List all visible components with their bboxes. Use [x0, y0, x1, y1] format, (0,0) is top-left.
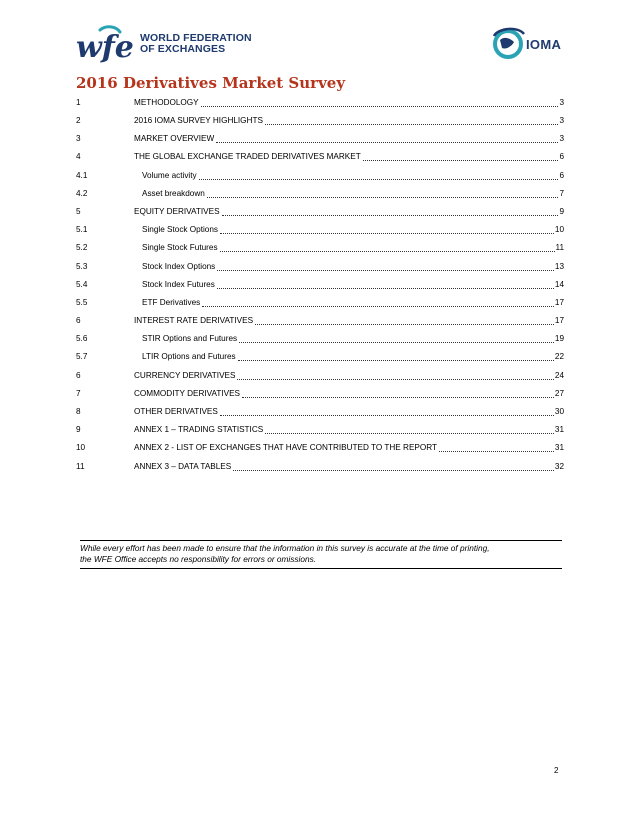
toc-title: COMMODITY DERIVATIVES — [134, 389, 240, 398]
toc-title: MARKET OVERVIEW — [134, 134, 215, 143]
toc-link[interactable] — [134, 441, 564, 455]
toc-link[interactable] — [142, 223, 564, 237]
toc-page-number: 7 — [559, 189, 564, 198]
toc-number: 8 — [76, 407, 81, 416]
toc-leader-dots — [220, 251, 555, 252]
toc-title: STIR Options and Futures — [142, 334, 238, 343]
toc-link[interactable] — [134, 387, 564, 401]
toc-entry[interactable] — [76, 223, 564, 237]
document-title: 2016 Derivatives Market Survey — [76, 74, 346, 92]
toc-entry[interactable] — [76, 405, 564, 419]
toc-page-number: 6 — [559, 171, 564, 180]
toc-entry[interactable] — [76, 460, 564, 474]
toc-link[interactable] — [142, 187, 564, 201]
toc-title: Single Stock Futures — [142, 243, 218, 252]
toc-entry[interactable] — [76, 350, 564, 364]
toc-page-number: 3 — [559, 134, 564, 143]
toc-leader-dots — [220, 415, 554, 416]
toc-number: 2 — [76, 116, 81, 125]
toc-page-number: 10 — [554, 225, 564, 234]
toc-number: 5.4 — [76, 280, 88, 289]
toc-entry[interactable] — [76, 150, 564, 164]
toc-title: ANNEX 2 - LIST OF EXCHANGES THAT HAVE CONTRIBUTED TO THE REPORT — [134, 443, 437, 452]
toc-leader-dots — [220, 233, 554, 234]
toc-leader-dots — [242, 397, 554, 398]
toc-page-number: 13 — [554, 262, 564, 271]
toc-entry[interactable] — [76, 205, 564, 219]
toc-page-number: 31 — [554, 443, 564, 452]
toc-number: 6 — [76, 316, 81, 325]
wfe-logo — [74, 24, 252, 64]
toc-leader-dots — [207, 197, 559, 198]
toc-page-number: 30 — [554, 407, 564, 416]
toc-page-number: 17 — [554, 316, 564, 325]
toc-page-number: 3 — [559, 116, 564, 125]
toc-title: Stock Index Options — [142, 262, 216, 271]
toc-page-number: 19 — [554, 334, 564, 343]
toc-number: 10 — [76, 443, 86, 452]
toc-link[interactable] — [134, 114, 564, 128]
toc-number: 5.5 — [76, 298, 88, 307]
toc-link[interactable] — [134, 405, 564, 419]
toc-title: ANNEX 3 – DATA TABLES — [134, 462, 232, 471]
toc-link[interactable] — [142, 296, 564, 310]
toc-title: EQUITY DERIVATIVES — [134, 207, 220, 216]
ioma-logo — [488, 24, 561, 64]
toc-page-number: 24 — [554, 371, 564, 380]
toc-leader-dots — [199, 179, 559, 180]
toc-entry[interactable] — [76, 441, 564, 455]
toc-leader-dots — [239, 342, 554, 343]
toc-title: Single Stock Options — [142, 225, 219, 234]
disclaimer: While every effort has been made to ensure that the information in this survey is accurate at the time of printing, the WFE Office accepts no responsibility for errors or omissions. — [80, 540, 562, 569]
toc-leader-dots — [238, 360, 554, 361]
toc-entry[interactable] — [76, 169, 564, 183]
toc-link[interactable] — [142, 241, 564, 255]
toc-entry[interactable] — [76, 96, 564, 110]
toc-title: LTIR Options and Futures — [142, 352, 236, 361]
toc-page-number: 22 — [554, 352, 564, 361]
toc-page-number: 17 — [554, 298, 564, 307]
toc-title: Stock Index Futures — [142, 280, 215, 289]
toc-leader-dots — [201, 106, 559, 107]
toc-page-number: 32 — [554, 462, 564, 471]
ioma-globe-icon — [488, 26, 530, 62]
toc-number: 5.6 — [76, 334, 88, 343]
toc-leader-dots — [222, 215, 559, 216]
toc-leader-dots — [237, 379, 553, 380]
toc-link[interactable] — [134, 132, 564, 146]
wfe-logo-icon — [74, 24, 136, 64]
toc-entry[interactable] — [76, 114, 564, 128]
toc-entry[interactable] — [76, 314, 564, 328]
toc-page-number: 14 — [554, 280, 564, 289]
toc-entry[interactable] — [76, 332, 564, 346]
toc-link[interactable] — [142, 169, 564, 183]
toc-entry[interactable] — [76, 278, 564, 292]
page-number: 2 — [554, 766, 559, 775]
toc-leader-dots — [217, 270, 554, 271]
toc-title: THE GLOBAL EXCHANGE TRADED DERIVATIVES MARKET — [134, 152, 361, 161]
toc-number: 3 — [76, 134, 81, 143]
svg-text:wfe: wfe — [76, 30, 134, 64]
toc-entry[interactable] — [76, 423, 564, 437]
toc-entry[interactable] — [76, 241, 564, 255]
toc-link[interactable] — [142, 350, 564, 364]
toc-leader-dots — [255, 324, 554, 325]
toc-page-number: 9 — [559, 207, 564, 216]
toc-page-number: 3 — [559, 98, 564, 107]
toc-link[interactable] — [142, 260, 564, 274]
toc-title: Asset breakdown — [142, 189, 205, 198]
toc-page-number: 11 — [555, 243, 564, 252]
toc-entry[interactable] — [76, 187, 564, 201]
toc-entry[interactable] — [76, 132, 564, 146]
toc-leader-dots — [233, 470, 554, 471]
toc-page-number: 6 — [559, 152, 564, 161]
toc-number: 9 — [76, 425, 81, 434]
toc-link[interactable] — [142, 332, 564, 346]
toc-number: 5.1 — [76, 225, 88, 234]
toc-title: Volume activity — [142, 171, 197, 180]
toc-number: 6 — [76, 371, 81, 380]
toc-link[interactable] — [134, 369, 564, 383]
toc-number: 4 — [76, 152, 81, 161]
toc-entry[interactable] — [76, 260, 564, 274]
toc-number: 1 — [76, 98, 81, 107]
toc-leader-dots — [217, 288, 554, 289]
toc-entry[interactable] — [76, 296, 564, 310]
toc-link[interactable] — [142, 278, 564, 292]
ioma-logo-text: IOMA — [526, 36, 562, 52]
toc-leader-dots — [216, 142, 558, 143]
toc-title: METHODOLOGY — [134, 98, 199, 107]
toc-page-number: 31 — [554, 425, 564, 434]
toc-leader-dots — [265, 124, 559, 125]
toc-leader-dots — [202, 306, 554, 307]
toc-number: 11 — [76, 462, 85, 471]
toc-entry[interactable] — [76, 369, 564, 383]
toc-entry[interactable] — [76, 387, 564, 401]
toc-link[interactable] — [134, 205, 564, 219]
wfe-logo-text: WORLD FEDERATION OF EXCHANGES — [140, 31, 252, 55]
toc-leader-dots — [363, 160, 559, 161]
toc-link[interactable] — [134, 460, 564, 474]
toc-title: OTHER DERIVATIVES — [134, 407, 218, 416]
toc-title: ANNEX 1 – TRADING STATISTICS — [134, 425, 264, 434]
toc-title: ETF Derivatives — [142, 298, 201, 307]
toc-number: 5.2 — [76, 243, 88, 252]
toc-number: 5.7 — [76, 352, 88, 361]
toc-link[interactable] — [134, 314, 564, 328]
toc-title: INTEREST RATE DERIVATIVES — [134, 316, 254, 325]
toc-link[interactable] — [134, 96, 564, 110]
toc-link[interactable] — [134, 150, 564, 164]
toc-number: 4.1 — [76, 171, 88, 180]
toc-number: 4.2 — [76, 189, 88, 198]
toc-title: 2016 IOMA SURVEY HIGHLIGHTS — [134, 116, 263, 125]
toc-title: CURRENCY DERIVATIVES — [134, 371, 236, 380]
toc-page-number: 27 — [554, 389, 564, 398]
toc-leader-dots — [439, 451, 554, 452]
toc-number: 7 — [76, 389, 81, 398]
toc-link[interactable] — [134, 423, 564, 437]
toc-number: 5 — [76, 207, 81, 216]
toc-leader-dots — [265, 433, 554, 434]
toc-number: 5.3 — [76, 262, 88, 271]
